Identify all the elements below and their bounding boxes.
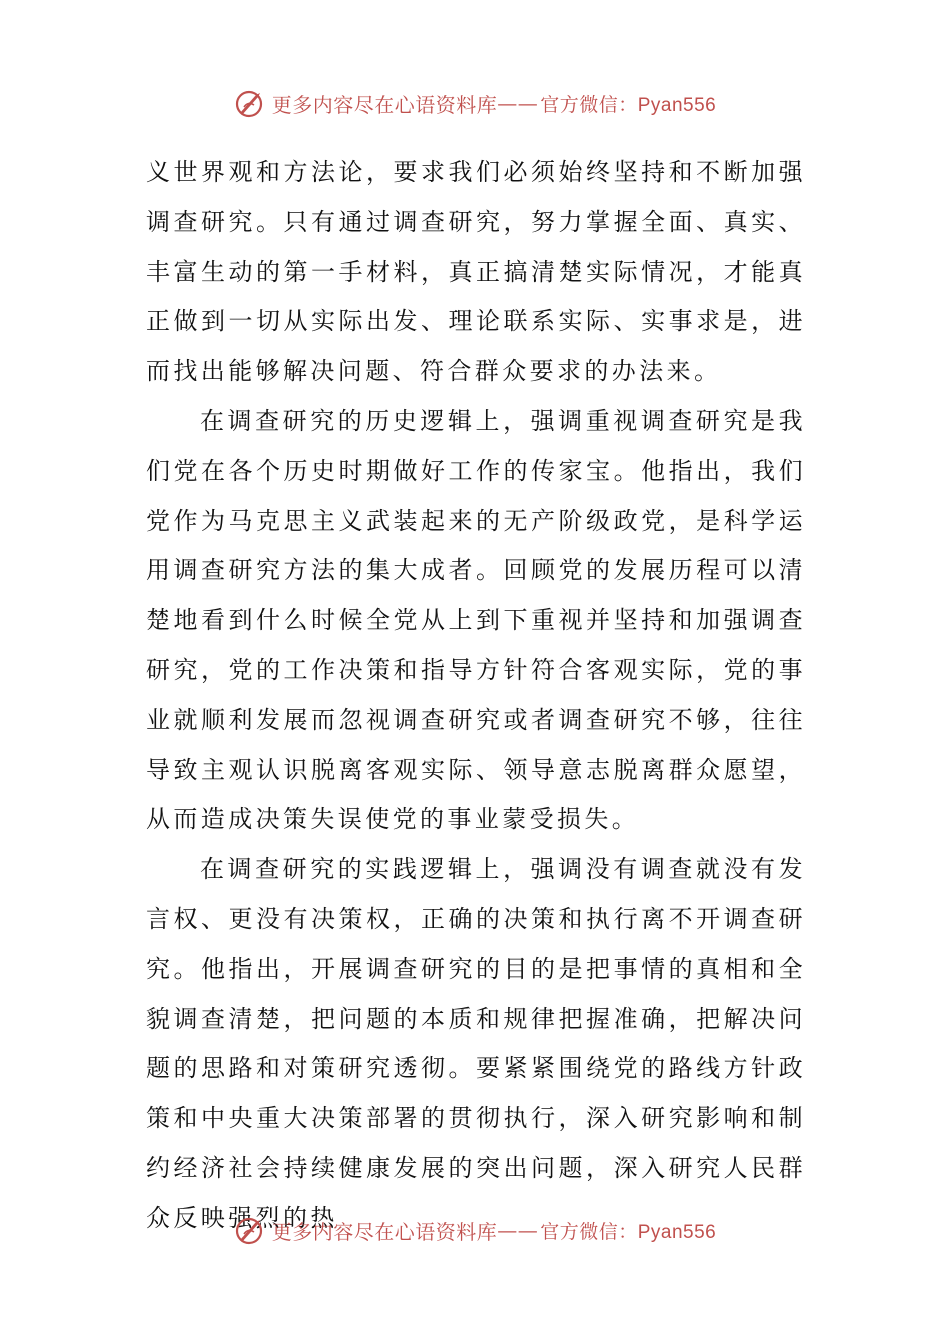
watermark-contact: 官方微信：Pyan556 [540, 1221, 717, 1243]
watermark-dash: —— [497, 1218, 539, 1242]
footer-watermark [0, 1210, 950, 1250]
document-body [146, 148, 806, 1244]
paragraph-1: 义世界观和方法论，要求我们必须始终坚持和不断加强调查研究。只有通过调查研究，努力掌握全面、真实、丰富生动的第一手材料，真正搞清楚实际情况，才能真正做到一切从实际出发、理论联系实际、实事求是，进而找出能够解决问题、符合群众要求的办法来。 [146, 158, 806, 386]
pen-logo-icon [234, 1214, 266, 1246]
pen-logo-icon [234, 87, 266, 119]
paragraph-2: 在调查研究的历史逻辑上，强调重视调查研究是我们党在各个历史时期做好工作的传家宝。他指出，我们党作为马克思主义武装起来的无产阶级政党，是科学运用调查研究方法的集大成者。回顾党的发展历程可以清楚地看到什么时候全党从上到下重视并坚持和加强调查研究，党的工作决策和指导方针符合客观实际，党的事业就顺利发展而忽视调查研究或者调查研究不够，往往导致主观认识脱离客观实际、领导意志脱离群众愿望，从而造成决策失误使党的事业蒙受损失。 [146, 406, 806, 834]
watermark-brand: 更多内容尽在心语资料库 [271, 92, 498, 117]
header-watermark [0, 83, 950, 123]
watermark-contact: 官方微信：Pyan556 [540, 94, 717, 116]
paragraph-3: 在调查研究的实践逻辑上，强调没有调查就没有发言权、更没有决策权，正确的决策和执行离不开调查研究。他指出，开展调查研究的目的是把事情的真相和全貌调查清楚，把问题的本质和规律把握准确，把解决问题的思路和对策研究透彻。要紧紧围绕党的路线方针政策和中央重大决策部署的贯彻执行，深入研究影响和制约经济社会持续健康发展的突出问题，深入研究人民群众反映强烈的热 [146, 855, 806, 1232]
watermark-brand: 更多内容尽在心语资料库 [271, 1219, 498, 1244]
watermark-dash: —— [497, 91, 539, 115]
